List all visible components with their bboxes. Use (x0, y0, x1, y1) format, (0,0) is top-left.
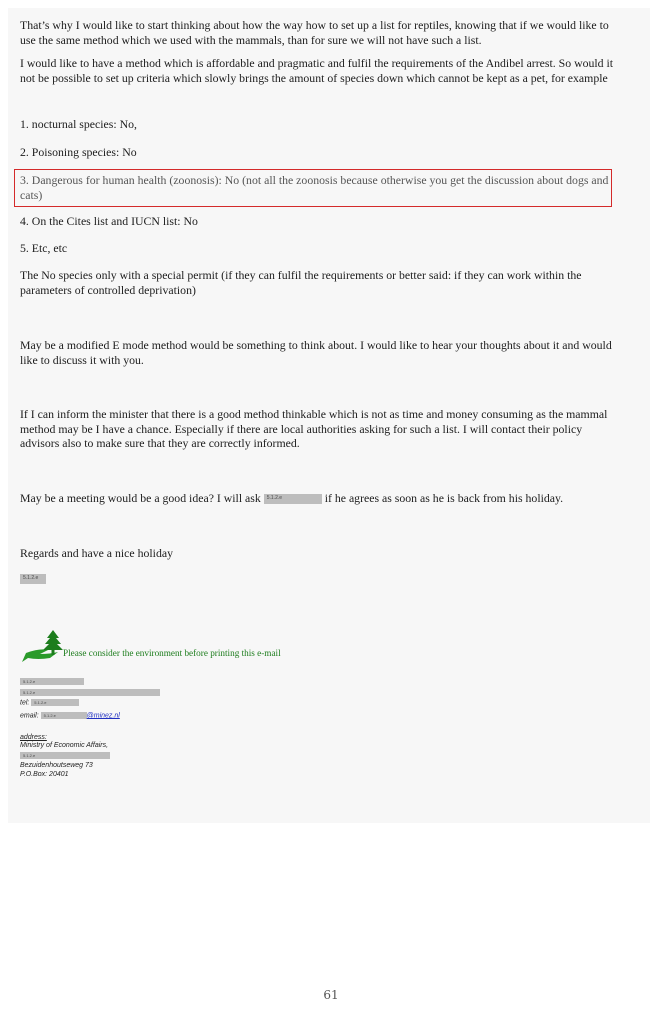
redacted-email-user: 5.1.2.e (41, 712, 87, 719)
list-item: 4. On the Cites list and IUCN list: No (20, 214, 198, 228)
redacted-name-line: 5.1.2.e (20, 678, 84, 685)
paragraph-special-permit: The No species only with a special permit (if they can fulfil the requirements or better said: if they can work within the parameters of controlled deprivation) (20, 268, 582, 297)
tel-line (20, 699, 79, 707)
redacted-title-line: 5.1.2.e (20, 689, 160, 696)
redacted-department: 5.1.2.e (20, 752, 110, 759)
email-label: email: (20, 712, 39, 720)
list-item: 5. Etc, etc (20, 241, 68, 255)
meeting-text-before: May be a meeting would be a good idea? I will ask (20, 491, 261, 505)
redacted-phone: 5.1.2.e (31, 699, 79, 706)
closing-line: Regards and have a nice holiday (20, 546, 173, 560)
redacted-sender-name: 5.1.2.e (20, 574, 46, 584)
eco-message: Please consider the environment before printing this e-mail (63, 648, 281, 658)
list-item-highlighted: 3. Dangerous for human health (zoonosis): No (not all the zoonosis because otherwise you get the discussion about dogs and cats) (20, 173, 609, 202)
paragraph-minister: If I can inform the minister that there is a good method thinkable which is not as time and money consuming as the mammal method may be I have a chance. Especially if there are local authorities asking for such a list. I will contact their policy advisors also to make sure that they are correctly informed. (20, 407, 608, 450)
tel-label: tel: (20, 699, 30, 707)
email-line (20, 712, 120, 720)
paragraph-reptiles-list: That’s why I would like to start thinking about how the way how to set up a list for reptiles, knowing that if we would like to use the same method which we used with the mammals, than for sure we will not have such a list. (20, 18, 609, 47)
list-item: 2. Poisoning species: No (20, 145, 137, 159)
paragraph-e-mode: May be a modified E mode method would be something to think about. I would like to hear your thoughts about it and would like to discuss it with you. (20, 338, 612, 367)
ministry-line: Ministry of Economic Affairs, (20, 742, 109, 749)
address-label: address: (20, 734, 47, 741)
paragraph-method: I would like to have a method which is affordable and pragmatic and fulfil the requirements of the Andibel arrest. So would it not be possible to set up criteria which slowly brings the amount of species down which cannot be kept as a pet, for example (20, 56, 614, 85)
pobox-line: P.O.Box: 20401 (20, 771, 69, 778)
paragraph-meeting (20, 491, 563, 506)
redacted-name: 5.1.2.e (264, 494, 322, 504)
street-line: Bezuidenhoutseweg 73 (20, 762, 93, 769)
email-domain-link[interactable]: @minez.nl (86, 712, 120, 720)
page-number: 61 (323, 988, 339, 1002)
tree-leaf-icon (20, 628, 64, 664)
meeting-text-after: if he agrees as soon as he is back from his holiday. (324, 491, 564, 505)
list-item: 1. nocturnal species: No, (20, 117, 137, 131)
